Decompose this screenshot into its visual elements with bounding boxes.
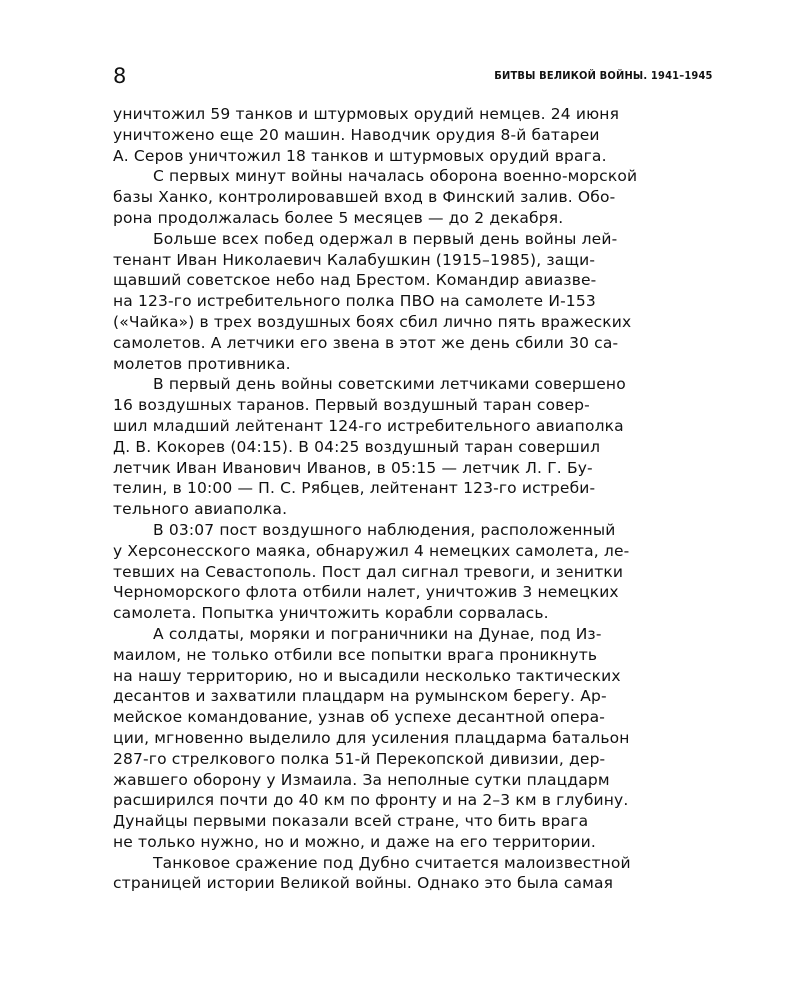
text-line: ции, мгновенно выделило для усиления плацдарма батальон — [113, 728, 630, 747]
text-line: Дунайцы первыми показали всей стране, что бить врага — [113, 812, 589, 831]
paragraph-start-line: Больше всех побед одержал в первый день войны лей- — [153, 229, 618, 248]
paragraph-start-line: Танковое сражение под Дубно считается малоизвестной — [153, 853, 631, 872]
page-number: 8 — [113, 64, 127, 88]
text-line: Д. В. Кокорев (04:15). В 04:25 воздушный таран совершил — [113, 437, 601, 456]
book-page — [113, 62, 713, 894]
text-line: расширился почти до 40 км по фронту и на 2–3 км в глубину. — [113, 791, 629, 810]
text-line: («Чайка») в трех воздушных боях сбил лично пять вражеских — [113, 312, 632, 331]
text-line: тенант Иван Николаевич Калабушкин (1915–1985), защи- — [113, 250, 596, 269]
paragraph-start-line: В 03:07 пост воздушного наблюдения, расположенный — [153, 520, 616, 539]
text-line: молетов противника. — [113, 354, 291, 373]
text-line: А. Серов уничтожил 18 танков и штурмовых орудий врага. — [113, 146, 607, 165]
text-line: тевших на Севастополь. Пост дал сигнал тревоги, и зенитки — [113, 562, 624, 581]
text-line: у Херсонесского маяка, обнаружил 4 немецких самолета, ле- — [113, 541, 630, 560]
text-line: на 123-го истребительного полка ПВО на самолете И-153 — [113, 292, 596, 311]
text-line: щавший советское небо над Брестом. Командир авиазве- — [113, 271, 597, 290]
text-line: жавшего оборону у Измаила. За неполные сутки плацдарм — [113, 770, 610, 789]
text-line: базы Ханко, контролировавшей вход в Финский залив. Обо- — [113, 188, 616, 207]
text-line: десантов и захватили плацдарм на румынском берегу. Ар- — [113, 687, 607, 706]
running-title: БИТВЫ ВЕЛИКОЙ ВОЙНЫ. 1941–1945 — [494, 69, 713, 82]
text-line: самолетов. А летчики его звена в этот же день сбили 30 са- — [113, 333, 619, 352]
text-line: не только нужно, но и можно, и даже на его территории. — [113, 832, 596, 851]
text-line: 287-го стрелкового полка 51-й Перекопской дивизии, дер- — [113, 749, 606, 768]
paragraph-start-line: С первых минут войны началась оборона военно-морской — [153, 167, 638, 186]
text-line: маилом, не только отбили все попытки врага проникнуть — [113, 645, 598, 664]
text-line: телин, в 10:00 — П. С. Рябцев, лейтенант 123-го истреби- — [113, 479, 596, 498]
text-line: самолета. Попытка уничтожить корабли сорвалась. — [113, 604, 549, 623]
text-line: шил младший лейтенант 124-го истребительного авиаполка — [113, 416, 624, 435]
paragraph-start-line: В первый день войны советскими летчиками совершено — [153, 375, 626, 394]
text-line: 16 воздушных таранов. Первый воздушный таран совер- — [113, 396, 590, 415]
text-line: рона продолжалась более 5 месяцев — до 2 декабря. — [113, 208, 564, 227]
page-header — [113, 62, 713, 90]
text-line: на нашу территорию, но и высадили несколько тактических — [113, 666, 621, 685]
text-line: уничтожено еще 20 машин. Наводчик орудия 8-й батареи — [113, 125, 600, 144]
text-line: мейское командование, узнав об успехе десантной опера- — [113, 708, 606, 727]
text-line: уничтожил 59 танков и штурмовых орудий немцев. 24 июня — [113, 105, 620, 123]
body-text — [113, 104, 713, 894]
paragraph-start-line: А солдаты, моряки и пограничники на Дунае, под Из- — [153, 624, 602, 643]
text-line: тельного авиаполка. — [113, 500, 288, 519]
text-line: страницей истории Великой войны. Однако это была самая — [113, 874, 614, 893]
text-line: летчик Иван Иванович Иванов, в 05:15 — летчик Л. Г. Бу- — [113, 458, 593, 477]
text-line: Черноморского флота отбили налет, уничтожив 3 немецких — [113, 583, 619, 602]
